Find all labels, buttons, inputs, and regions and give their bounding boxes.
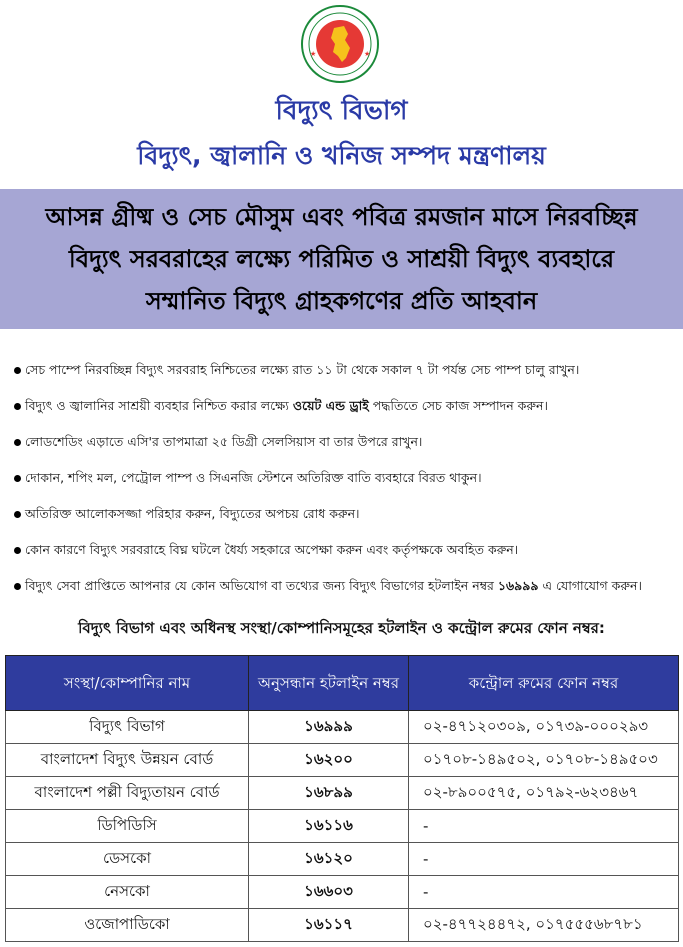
- bullet-icon: [14, 475, 21, 482]
- control-room-cell: ০১৭০৮-১৪৯৫০২, ০১৭০৮-১৪৯৫০৩: [409, 744, 679, 777]
- advice-emphasis: ওয়েট এন্ড ড্রাই: [292, 398, 369, 413]
- bullet-icon: [14, 403, 21, 410]
- headline-line: বিদ্যুৎ সরবরাহের লক্ষ্যে পরিমিত ও সাশ্রয়ী বিদ্যুৎ ব্যবহারে: [68, 245, 615, 273]
- bullet-icon: [14, 511, 21, 518]
- hotline-cell: ১৬৯৯৯: [249, 711, 409, 744]
- hotline-cell: ১৬২০০: [249, 744, 409, 777]
- advice-item: [14, 568, 682, 604]
- table-row: [6, 810, 679, 843]
- organization-cell: ডেসকো: [6, 843, 249, 876]
- control-room-cell: -: [409, 810, 679, 843]
- advice-text-end: পদ্ধতিতে সেচ কাজ সম্পাদন করুন।: [368, 398, 548, 413]
- advice-text: অতিরিক্ত আলোকসজ্জা পরিহার করুন, বিদ্যুতের অপচয় রোধ করুন।: [25, 506, 360, 521]
- hotline-table: [5, 655, 679, 942]
- table-row: [6, 711, 679, 744]
- svg-text:★: ★: [364, 50, 371, 58]
- control-room-cell: ০২-৪৭৭২৪৪৭২, ০১৭৫৫৫৬৮৭৮১: [409, 909, 679, 942]
- control-room-cell: ০২-৮৯০০৫৭৫, ০১৭৯২-৬২৩৪৬৭: [409, 777, 679, 810]
- advice-text: দোকান, শপিং মল, পেট্রোল পাম্প ও সিএনজি স্টেশনে অতিরিক্ত বাতি ব্যবহারে বিরত থাকুন।: [25, 470, 482, 485]
- headline-line: আসন্ন গ্রীষ্ম ও সেচ মৌসুম এবং পবিত্র রমজান মাসে নিরবচ্ছিন্ন: [45, 203, 638, 231]
- svg-text:★: ★: [310, 50, 317, 58]
- table-row: [6, 843, 679, 876]
- table-row: [6, 777, 679, 810]
- column-header-hotline: অনুসন্ধান হটলাইন নম্বর: [249, 656, 409, 711]
- bullet-icon: [14, 367, 21, 374]
- table-row: [6, 909, 679, 942]
- hotline-cell: ১৬১১৬: [249, 810, 409, 843]
- advice-item: [14, 424, 682, 460]
- organization-cell: নেসকো: [6, 876, 249, 909]
- bullet-icon: [14, 583, 21, 590]
- advice-text: লোডশেডিং এড়াতে এসি'র তাপমাত্রা ২৫ ডিগ্রী সেলসিয়াস বা তার উপরে রাখুন।: [25, 434, 423, 449]
- hotline-subheading: বিদ্যুৎ বিভাগ এবং অধিনস্থ সংস্থা/কোম্পানিসমূহের হটলাইন ও কন্ট্রোল রুমের ফোন নম্বর:: [78, 619, 605, 637]
- headline-banner: [0, 189, 683, 329]
- control-room-cell: -: [409, 876, 679, 909]
- government-seal-logo: [298, 4, 382, 84]
- table-row: [6, 744, 679, 777]
- organization-cell: বাংলাদেশ বিদ্যুৎ উন্নয়ন বোর্ড: [6, 744, 249, 777]
- advice-item: [14, 532, 682, 568]
- organization-cell: ডিপিডিসি: [6, 810, 249, 843]
- hotline-cell: ১৬১২০: [249, 843, 409, 876]
- advice-text-end: এ যোগাযোগ করুন।: [538, 578, 642, 593]
- headline-line: সম্মানিত বিদ্যুৎ গ্রাহকগণের প্রতি আহবান: [145, 287, 538, 315]
- hotline-cell: ১৬৮৯৯: [249, 777, 409, 810]
- department-title: বিদ্যুৎ বিভাগ: [275, 96, 408, 126]
- advice-item: [14, 496, 682, 532]
- advice-text: বিদ্যুৎ সেবা প্রাপ্তিতে আপনার যে কোন অভিযোগ বা তথ্যের জন্য বিদ্যুৎ বিভাগের হটলাইন নম্বর: [25, 578, 498, 593]
- column-header-control-room: কন্ট্রোল রুমের ফোন নম্বর: [409, 656, 679, 711]
- table-row: [6, 876, 679, 909]
- advice-emphasis: ১৬৯৯৯: [497, 578, 539, 593]
- hotline-cell: ১৬৬০৩: [249, 876, 409, 909]
- advice-text: সেচ পাম্পে নিরবচ্ছিন্ন বিদ্যুৎ সরবরাহ নিশ্চিতের লক্ষ্যে রাত ১১ টা থেকে সকাল ৭ টা পর্যন্ত সেচ পাম্প চালু রাখুন।: [25, 362, 580, 377]
- ministry-title: বিদ্যুৎ, জ্বালানি ও খনিজ সম্পদ মন্ত্রণালয়: [137, 141, 546, 170]
- hotline-cell: ১৬১১৭: [249, 909, 409, 942]
- advice-item: [14, 352, 682, 388]
- advice-item: [14, 388, 682, 424]
- control-room-cell: ০২-৪৭১২০৩০৯, ০১৭৩৯-০০০২৯৩: [409, 711, 679, 744]
- advice-text: বিদ্যুৎ ও জ্বালানির সাশ্রয়ী ব্যবহার নিশ্চিত করার লক্ষ্যে: [25, 398, 293, 413]
- advice-text: কোন কারণে বিদ্যুৎ সরবরাহে বিঘ্ন ঘটলে ধৈর্য্য সহকারে অপেক্ষা করুন এবং কর্তৃপক্ষকে অবহিত করুন।: [25, 542, 519, 557]
- column-header-organization: সংস্থা/কোম্পানির নাম: [6, 656, 249, 711]
- organization-cell: বিদ্যুৎ বিভাগ: [6, 711, 249, 744]
- bullet-icon: [14, 547, 21, 554]
- bullet-icon: [14, 439, 21, 446]
- organization-cell: বাংলাদেশ পল্লী বিদ্যুতায়ন বোর্ড: [6, 777, 249, 810]
- advice-item: [14, 460, 682, 496]
- advice-list: [14, 352, 682, 604]
- organization-cell: ওজোপাডিকো: [6, 909, 249, 942]
- control-room-cell: -: [409, 843, 679, 876]
